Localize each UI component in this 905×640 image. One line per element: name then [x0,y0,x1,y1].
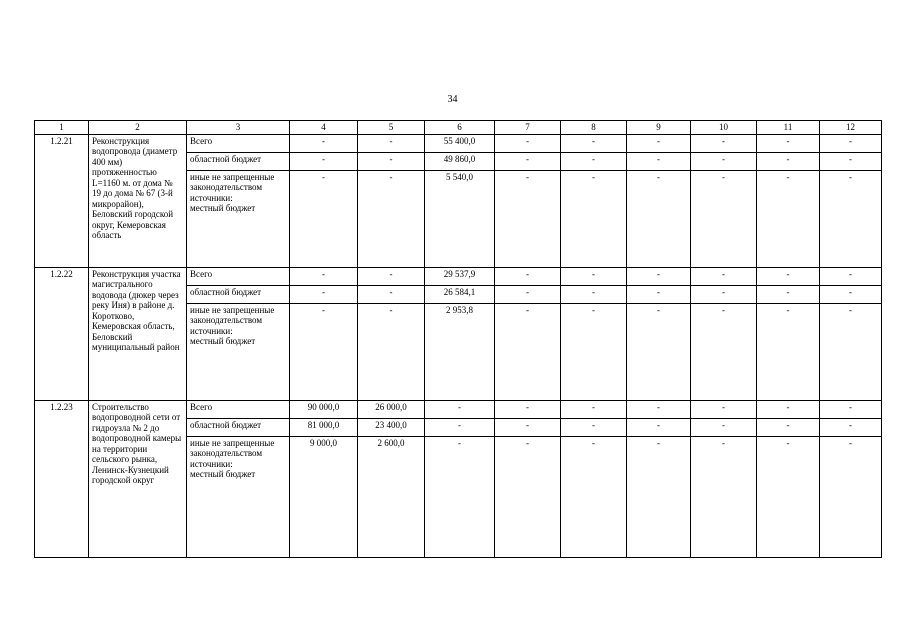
value-cell: - [627,267,691,285]
local-budget-label: местный бюджет [190,203,256,213]
value-cell: 55 400,0 [425,134,495,152]
value-cell: 81 000,0 [290,418,358,436]
value-cell: - [691,418,757,436]
value-cell: - [691,285,757,303]
value-cell: - [358,267,425,285]
value-cell: - [358,152,425,170]
column-header: 6 [425,121,495,135]
value-cell: - [820,267,882,285]
value-cell: - [691,267,757,285]
value-cell: - [561,285,627,303]
project-name: Строительство водопроводной сети от гидроузла № 2 до водопроводной камеры на территории сельского рынка, Ленинск-Кузнецкий городской округ [89,400,187,557]
value-cell: - [561,134,627,152]
column-header: 8 [561,121,627,135]
value-cell: - [820,170,882,267]
value-cell: - [561,267,627,285]
value-cell: - [495,400,561,418]
value-cell: 29 537,9 [425,267,495,285]
value-cell: - [757,267,820,285]
column-header: 4 [290,121,358,135]
value-cell: - [820,400,882,418]
value-cell: - [561,152,627,170]
value-cell: - [691,400,757,418]
column-header: 9 [627,121,691,135]
value-cell: - [627,134,691,152]
column-header: 2 [89,121,187,135]
value-cell: - [425,400,495,418]
funding-source: областной бюджет [187,152,290,170]
funding-source: Всего [187,134,290,152]
funding-source: областной бюджет [187,285,290,303]
value-cell: - [290,303,358,400]
value-cell: - [820,303,882,400]
value-cell: - [757,400,820,418]
value-cell: 26 000,0 [358,400,425,418]
value-cell: 90 000,0 [290,400,358,418]
value-cell: - [290,152,358,170]
value-cell: - [561,303,627,400]
project-name: Реконструкция водопровода (диаметр 400 мм) протяженностью L=1160 м. от дома № 19 до дома № 67 (3-й микрорайон), Беловский городской округ, Кемеровская область [89,134,187,267]
page-number: 34 [447,94,458,105]
value-cell: - [561,170,627,267]
value-cell: - [495,418,561,436]
value-cell: 23 400,0 [358,418,425,436]
value-cell: - [290,285,358,303]
value-cell: - [627,436,691,557]
value-cell: - [757,418,820,436]
table-row [35,267,882,285]
column-header: 7 [495,121,561,135]
value-cell: - [691,303,757,400]
column-header: 10 [691,121,757,135]
value-cell: - [757,285,820,303]
value-cell: - [425,436,495,557]
value-cell: - [495,152,561,170]
column-header: 12 [820,121,882,135]
value-cell: - [820,152,882,170]
column-header: 3 [187,121,290,135]
value-cell: - [820,436,882,557]
other-sources-label: иные не запрещенные законодательством источники: [190,171,275,203]
value-cell: - [627,400,691,418]
value-cell: - [691,152,757,170]
row-code: 1.2.21 [35,134,89,267]
value-cell: - [495,303,561,400]
value-cell: 26 584,1 [425,285,495,303]
value-cell: - [495,267,561,285]
value-cell: - [561,418,627,436]
value-cell: - [495,436,561,557]
value-cell: - [691,436,757,557]
funding-source [187,303,290,400]
value-cell: - [561,400,627,418]
value-cell: 49 860,0 [425,152,495,170]
row-code: 1.2.23 [35,400,89,557]
value-cell: - [290,267,358,285]
other-sources-label: иные не запрещенные законодательством источники: [190,304,275,336]
value-cell: - [691,134,757,152]
value-cell: 9 000,0 [290,436,358,557]
value-cell: - [495,285,561,303]
funding-source: областной бюджет [187,418,290,436]
value-cell: - [358,134,425,152]
value-cell: - [820,418,882,436]
local-budget-label: местный бюджет [190,336,256,346]
project-name: Реконструкция участка магистрального водовода (дюкер через реку Иня) в районе д. Коротково, Кемеровская область, Беловский муниципальный район [89,267,187,400]
value-cell: - [425,418,495,436]
value-cell: - [627,303,691,400]
value-cell: - [495,170,561,267]
value-cell: - [627,418,691,436]
value-cell: - [290,170,358,267]
value-cell: - [757,152,820,170]
value-cell: - [757,436,820,557]
value-cell: - [561,436,627,557]
value-cell: - [627,170,691,267]
other-sources-label: иные не запрещенные законодательством источники: [190,437,275,469]
value-cell: - [691,170,757,267]
local-budget-label: местный бюджет [190,469,256,479]
value-cell: 2 953,8 [425,303,495,400]
table-row [35,400,882,418]
row-code: 1.2.22 [35,267,89,400]
value-cell: - [757,134,820,152]
value-cell: - [757,303,820,400]
budget-table [34,120,882,558]
value-cell: - [820,285,882,303]
column-header: 11 [757,121,820,135]
value-cell: 2 600,0 [358,436,425,557]
column-number-row [35,121,882,135]
funding-source [187,170,290,267]
value-cell: - [757,170,820,267]
column-header: 1 [35,121,89,135]
value-cell: - [627,285,691,303]
column-header: 5 [358,121,425,135]
funding-source [187,436,290,557]
value-cell: - [358,303,425,400]
value-cell: - [627,152,691,170]
value-cell: - [358,170,425,267]
value-cell: 5 540,0 [425,170,495,267]
value-cell: - [820,134,882,152]
table-row [35,134,882,152]
value-cell: - [290,134,358,152]
funding-source: Всего [187,400,290,418]
funding-source: Всего [187,267,290,285]
value-cell: - [495,134,561,152]
value-cell: - [358,285,425,303]
